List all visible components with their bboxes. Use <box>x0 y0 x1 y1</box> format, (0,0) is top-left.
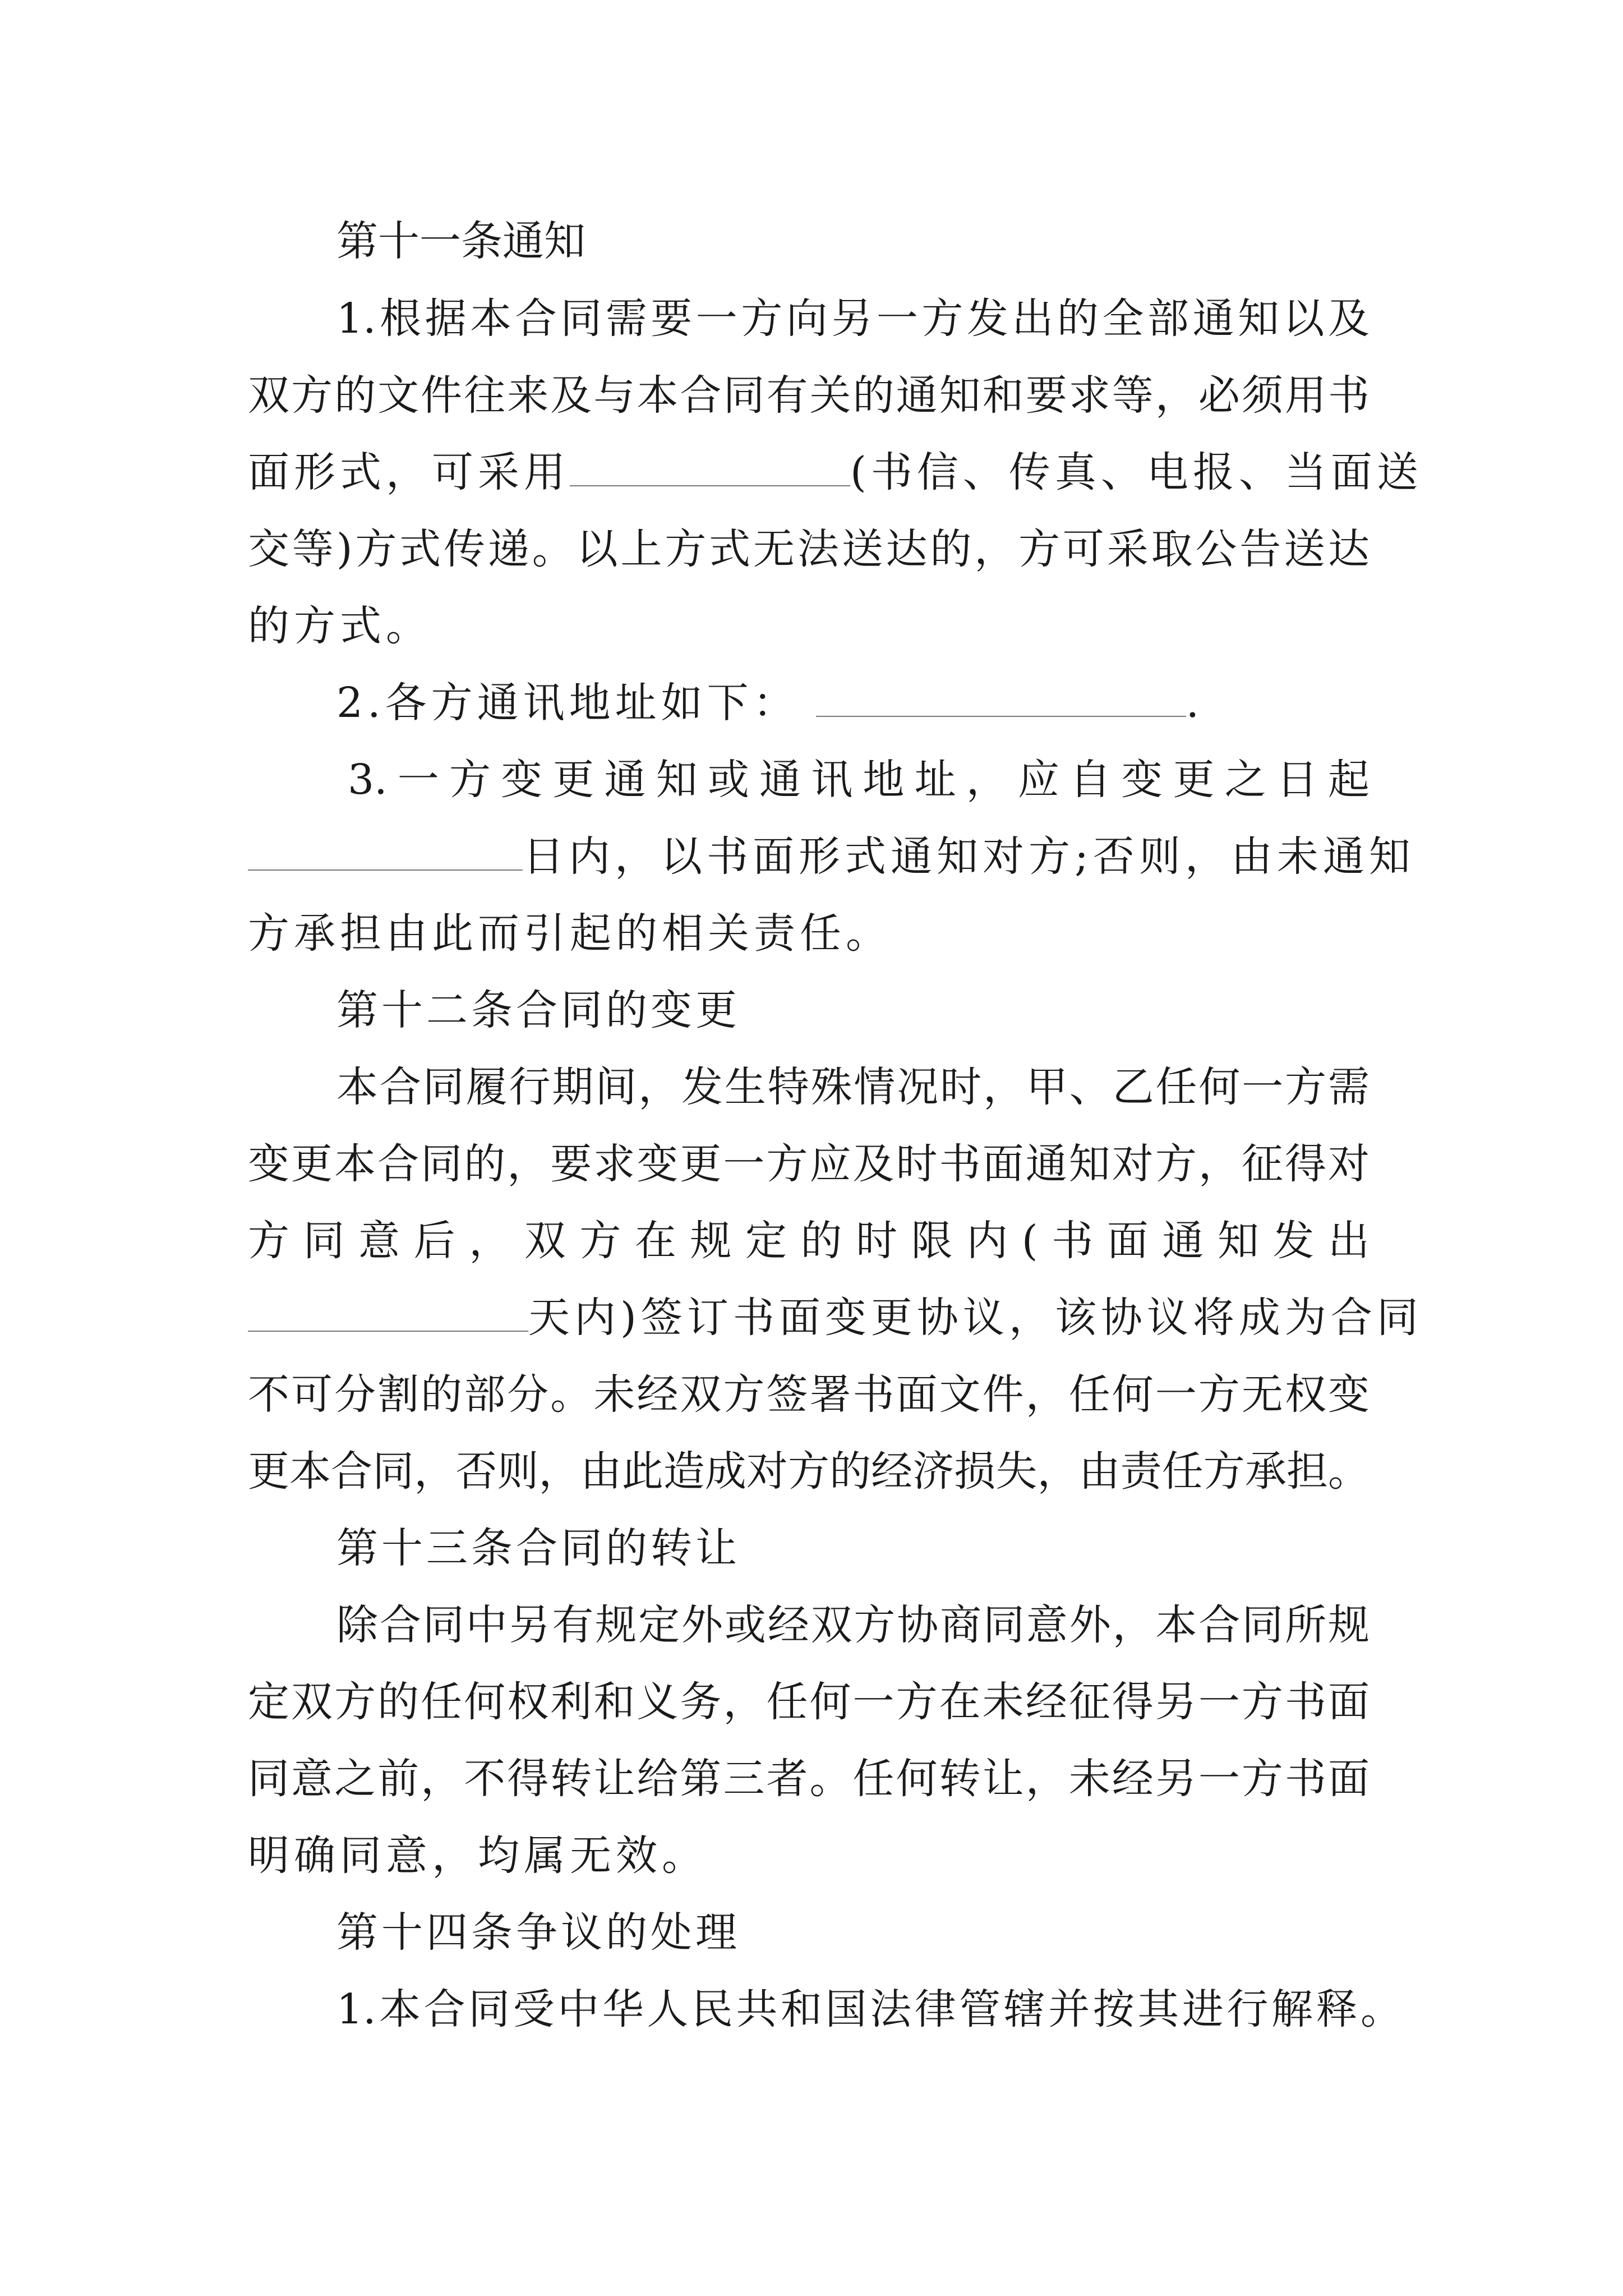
text: 2.各方通讯地址如下： <box>336 679 799 727</box>
text: 双方的文件往来及与本合同有关的通知和要求等，必须用书 <box>248 371 1370 420</box>
text: 同意之前，不得转让给第三者。任何转让，未经另一方书面 <box>248 1755 1370 1803</box>
text: 交等)方式传递。以上方式无法送达的，方可采取公告送达 <box>248 525 1370 573</box>
paragraph-line <box>348 753 1370 807</box>
text: 不可分割的部分。未经双方签署书面文件，任何一方无权变 <box>248 1370 1370 1419</box>
heading-article-11 <box>336 214 585 268</box>
fill-blank-line[interactable] <box>570 446 850 486</box>
text: 变更本合同的，要求变更一方应及时书面通知对方，征得对 <box>248 1140 1370 1188</box>
text: 面形式，可采用 <box>248 448 570 496</box>
text: 本合同履行期间，发生特殊情况时，甲、乙任何一方需 <box>336 1063 1370 1111</box>
heading-text: 第十二条合同的变更 <box>336 986 740 1034</box>
paragraph-line <box>248 599 432 653</box>
paragraph-line <box>248 1137 1370 1191</box>
text: 1.根据本合同需要一方向另一方发出的全部通知以及 <box>336 295 1370 343</box>
paragraph-line <box>248 522 1370 576</box>
fill-blank-line[interactable] <box>816 677 1186 717</box>
text: . <box>1186 679 1204 727</box>
paragraph-line <box>248 1829 708 1883</box>
paragraph-line <box>248 1675 1370 1729</box>
text: 1.本合同受中华人民共和国法律管辖并按其进行解释。 <box>336 1985 1402 2033</box>
text: 除合同中另有规定外或经双方协商同意外，本合同所规 <box>336 1601 1370 1649</box>
heading-text: 第十四条争议的处理 <box>336 1908 740 1957</box>
paragraph-line <box>248 1752 1370 1806</box>
text: 定双方的任何权利和义务，任何一方在未经征得另一方书面 <box>248 1678 1370 1726</box>
paragraph-line <box>248 830 1415 884</box>
paragraph-line <box>248 1368 1370 1421</box>
text: (书信、传真、电报、当面送 <box>850 448 1423 496</box>
text: 方同意后，双方在规定的时限内(书面通知发出 <box>248 1217 1370 1265</box>
text: 日内，以书面形式通知对方;否则，由未通知 <box>523 832 1415 881</box>
paragraph-line <box>336 1060 1370 1114</box>
paragraph-line <box>248 445 1423 499</box>
paragraph-line <box>336 676 1204 730</box>
text: 方承担由此而引起的相关责任。 <box>248 909 892 958</box>
fill-blank-line[interactable] <box>248 1291 528 1332</box>
heading-article-12 <box>336 983 740 1037</box>
heading-text: 第十三条合同的转让 <box>336 1524 740 1572</box>
paragraph-line <box>336 1982 1402 2036</box>
paragraph-line <box>248 1444 1370 1498</box>
text: 明确同意，均属无效。 <box>248 1832 708 1880</box>
paragraph-line <box>248 369 1370 422</box>
paragraph-line <box>248 907 892 960</box>
paragraph-line <box>248 1291 1423 1345</box>
heading-text: 第十一条通知 <box>336 217 585 265</box>
paragraph-line <box>336 1598 1370 1652</box>
text: 更本合同，否则，由此造成对方的经济损失，由责任方承担。 <box>248 1447 1370 1496</box>
fill-blank-line[interactable] <box>248 830 523 871</box>
text: 天内)签订书面变更协议，该协议将成为合同 <box>528 1294 1423 1342</box>
paragraph-line <box>336 292 1370 346</box>
heading-article-13 <box>336 1521 740 1575</box>
paragraph-line <box>248 1214 1370 1268</box>
text: 的方式。 <box>248 602 432 650</box>
heading-article-14 <box>336 1906 740 1959</box>
text: 3.一方变更通知或通讯地址，应自变更之日起 <box>348 756 1370 804</box>
